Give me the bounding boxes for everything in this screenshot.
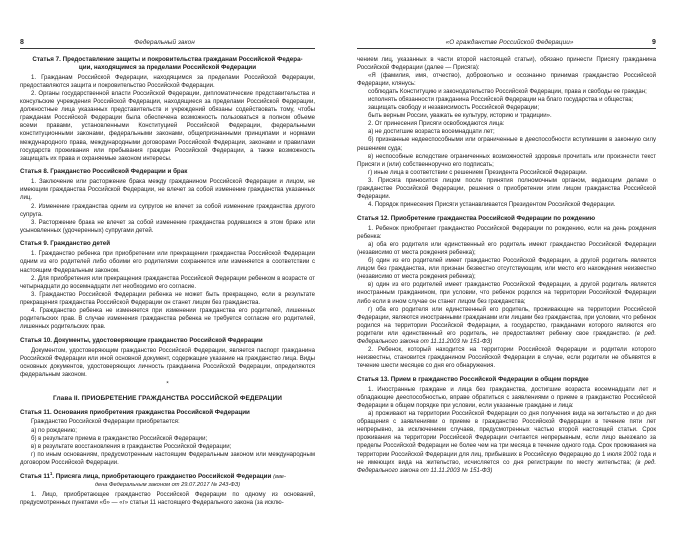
ornament-separator: ٭	[165, 380, 170, 387]
article-12-item-g-amendment-note: (в ред. Федерального закона от 11.11.2003 № 151-ФЗ)	[357, 330, 657, 345]
article-12-item-v: в) один из его родителей имеет гражданство Российской Федерации, а другой родитель является иностранным гражданином, при условии, что ребенок родился на территории Российской Федерации либо если в ином случае он станет лицом без гражданства;	[357, 282, 656, 305]
article-11-lead: Гражданство Российской Федерации приобретается:	[31, 419, 180, 426]
article-13-item-a-amendment-note: (в ред. Федерального закона от 11.11.2003 № 151-ФЗ)	[357, 459, 656, 474]
heading-article-10: Статья 10. Документы, удостоверяющие гражданство Российской Федерации	[20, 336, 263, 344]
page-right	[337, 0, 674, 540]
article-11-1-paragraph-2-item-v: в) неспособные вследствие ограниченных возможностей здоровья прочитать или произнести текст Присяги и (или) собственноручно его подписать;	[357, 153, 656, 168]
heading-article-12: Статья 12. Приобретение гражданства Российской Федерации по рождению	[357, 214, 596, 222]
article-11-1-paragraph-4: 4. Порядок принесения Присяги устанавливается Президентом Российской Федерации.	[368, 202, 616, 209]
article-12-item-a: а) оба его родителя или единственный его родитель имеют гражданство Российской Федерации (независимо от места рождения ребенка);	[357, 241, 656, 256]
header-rule-right	[357, 48, 656, 49]
article-11-1-paragraph-2-item-g: г) иные лица в соответствии с решением Президента Российской Федерации.	[368, 169, 588, 176]
heading-article-9: Статья 9. Гражданство детей	[20, 240, 111, 248]
heading-article-7-line2: ции, находящимся за пределами Российской Федерации	[78, 63, 257, 71]
article-12-paragraph-1: 1. Ребенок приобретает гражданство Российской Федерации по рождению, если на день рождения ребенка:	[357, 225, 656, 240]
heading-article-11-1-number: Статья 11	[20, 472, 50, 480]
article-12-item-g	[357, 306, 656, 346]
page-number-left: 8	[20, 39, 24, 46]
article-11-1-paragraph-3: 3. Присяга приносится лицом после принятия полномочным органом, ведающим делами о гражданстве Российской Федерации, решения о приобретении этим лицом гражданства Российской Федерации.	[357, 177, 656, 201]
article-9-paragraph-1: 1. Гражданство ребенка при приобретении или прекращении гражданства Российской Федерации одним из его родителей либо обоими его родителями сохраняется или изменяется в соответствии с настоящим Федеральным законом.	[20, 251, 315, 274]
heading-article-13: Статья 13. Прием в гражданство Российской Федерации в общем порядке	[357, 375, 589, 383]
oath-clause-2: исполнять обязанности гражданина Российской Федерации на благо государства и общества;	[368, 96, 634, 103]
article-13-paragraph-1: 1. Иностранные граждане и лица без гражданства, достигшие возраста восемнадцати лет и обладающие дееспособностью, вправе обратиться с заявлениями о приеме в гражданство Российской Федерации в общем порядке при условии, если указанные граждане и лица:	[357, 386, 656, 409]
page-number-right: 9	[652, 39, 656, 46]
article-11-item-g: г) по иным основаниям, предусмотренным настоящим Федеральным законом или международным договором Российской Федерации.	[20, 451, 315, 466]
running-head-right	[357, 33, 656, 46]
article-11-1-paragraph-1: 1. Лицо, приобретающее гражданство Российской Федерации по одному из оснований, предусмотренных пунктами «б» — «г» статьи 11 настоящего Федерального закона (за исклю-	[20, 491, 315, 506]
article-11-1-paragraph-2: 2. От принесения Присяги освобождаются лица:	[368, 121, 505, 128]
heading-chapter-2: Глава II. ПРИОБРЕТЕНИЕ ГРАЖДАНСТВА РОССИЙСКОЙ ФЕДЕРАЦИИ	[53, 395, 282, 403]
oath-introduction: «Я (фамилия, имя, отчество), добровольно и осознанно принимая гражданство Российской Федерации, клянусь:	[357, 72, 656, 87]
article-7-paragraph-1: 1. Гражданам Российской Федерации, находящимся за пределами Российской Федерации, предоставляются защита и покровительство Российской Федерации.	[20, 74, 315, 89]
article-11-item-b: б) в результате приема в гражданство Российской Федерации;	[31, 435, 208, 442]
column-right	[357, 56, 656, 475]
heading-article-11-1-superscript: 1	[49, 470, 53, 476]
article-11-item-v: в) в результате восстановления в гражданстве Российской Федерации;	[31, 443, 232, 450]
oath-clause-4: быть верным России, уважать ее культуру, историю и традиции».	[368, 113, 552, 120]
article-9-paragraph-3: 3. Гражданство Российской Федерации ребенка не может быть прекращено, если в результате прекращения гражданства Российской Федерации он станет лицом без гражданства.	[20, 291, 315, 306]
heading-article-11: Статья 11. Основания приобретения гражданства Российской Федерации	[20, 408, 250, 416]
article-11-item-a: а) по рождению;	[31, 427, 77, 434]
article-10-paragraph-1: Документом, удостоверяющим гражданство Российской Федерации, является паспорт гражданина Российской Федерации или иной основной документ, содержащие указание на гражданство лица. Виды основных документов, удостоверяющих личность гражданина Российской Федерации, определяются федеральным законом.	[20, 347, 315, 378]
column-left	[20, 56, 315, 508]
heading-article-7-line1: Статья 7. Предоставление защиты и покровительства гражданам Российской Федера-	[32, 55, 303, 63]
article-8-paragraph-3: 3. Расторжение брака не влечет за собой изменение гражданства родившихся в этом браке или усыновленных (удочеренных) супругами детей.	[20, 219, 315, 234]
heading-article-11-1-note-a: (вве-	[273, 473, 286, 480]
article-11-1-paragraph-2-item-a: а) не достигшие возраста восемнадцати лет;	[368, 129, 495, 136]
article-13-item-a	[357, 410, 656, 475]
article-12-item-g-text: г) оба его родителя или единственный его родитель, проживающие на территории Российской Федерации, являются иностранными гражданами или лицами без гражданства, при условии, что ребенок родился на территории Российской Федерации, а государство, гражданами которого являются его родители или единственный его родитель, не предоставляет ребенку свое гражданство.	[357, 306, 656, 337]
article-7-paragraph-2: 2. Органы государственной власти Российской Федерации, дипломатические представительства и консульские учреждения Российской Федерации, находящиеся за пределами Российской Федерации, должностные лица указанных представительств и учреждений обязаны содействовать тому, чтобы гражданам Российской Федерации была обеспечена возможность пользоваться в полном объеме всеми правами, установленными Конституцией Российской Федерации, федеральными конституционными законами, федеральными законами, общепризнанными принципами и нормами международного права, международными договорами Российской Федерации, законами и правилами государств проживания или пребывания граждан Российской Федерации, а также возможность защищать их права и охраняемые законом интересы.	[20, 91, 315, 162]
article-11-1-paragraph-2-item-b: б) признанные недееспособными или ограниченные в дееспособности вступившим в законную силу решением суда;	[357, 137, 656, 152]
article-11-1-paragraph-1-continued: чением лиц, указанных в части второй настоящей статьи), обязано принести Присягу гражданина Российской Федерации (далее — Присяга):	[357, 56, 656, 71]
article-12-paragraph-2: 2. Ребенок, который находится на территории Российской Федерации и родители которого неизвестны, становится гражданином Российской Федерации в случае, если родители не объявятся в течение шести месяцев со дня его обнаружения.	[357, 347, 656, 370]
heading-article-11-1-title: . Присяга лица, приобретающего гражданство Российской Федерации	[52, 472, 272, 480]
heading-article-11-1	[20, 470, 315, 490]
running-title-right: «О гражданстве Российской Федерации»	[445, 39, 574, 46]
heading-article-11-1-note-b: дена Федеральным законом от 29.07.2017 № 243-ФЗ)	[94, 481, 241, 488]
header-rule-left	[20, 48, 315, 49]
heading-article-7	[20, 56, 315, 73]
oath-clause-3: защищать свободу и независимость Российской Федерации;	[368, 105, 540, 112]
article-9-paragraph-2: 2. Для приобретения или прекращения гражданства Российской Федерации ребенком в возрасте от четырнадцати до восемнадцати лет необходимо его согласие.	[20, 275, 315, 290]
running-head-left	[20, 33, 315, 46]
article-9-paragraph-4: 4. Гражданство ребенка не изменяется при изменении гражданства его родителей, лишенных родительских прав. В случае изменения гражданства ребенка не требуется согласие его родителей, лишенных родительских прав.	[20, 307, 315, 331]
running-title-left: Федеральный закон	[134, 39, 195, 46]
heading-article-8: Статья 8. Гражданство Российской Федерации и брак	[20, 168, 188, 176]
oath-clause-1: соблюдать Конституцию и законодательство Российской Федерации, права и свободы ее граждан;	[368, 88, 647, 95]
article-8-paragraph-2: 2. Изменение гражданства одним из супругов не влечет за собой изменение гражданства другого супруга.	[20, 203, 315, 218]
article-13-item-a-text: а) проживают на территории Российской Федерации со дня получения вида на жительство и до дня обращения с заявлениями о приеме в гражданство Российской Федерации в течение пяти лет непрерывно, за исключением случаев, предусмотренных частью второй настоящей статьи. Срок проживания на территории Российской Федерации считается непрерывным, если лицо выезжало за пределы Российской Федерации не более чем на три месяца в течение одного года. Срок проживания на территории Российской Федерации для лиц, прибывших в Российскую Федерацию до 1 июля 2002 года и не имеющих вида на жительство, исчисляется со дня регистрации по месту жительства;	[357, 411, 656, 466]
article-8-paragraph-1: 1. Заключение или расторжение брака между гражданином Российской Федерации и лицом, не имеющим гражданства Российской Федерации, не влечет за собой изменение гражданства указанных лиц.	[20, 179, 315, 202]
article-12-item-b: б) один из его родителей имеет гражданство Российской Федерации, а другой родитель является лицом без гражданства, или признан безвестно отсутствующим, или место его нахождения неизвестно (независимо от места рождения ребенка);	[357, 258, 656, 281]
